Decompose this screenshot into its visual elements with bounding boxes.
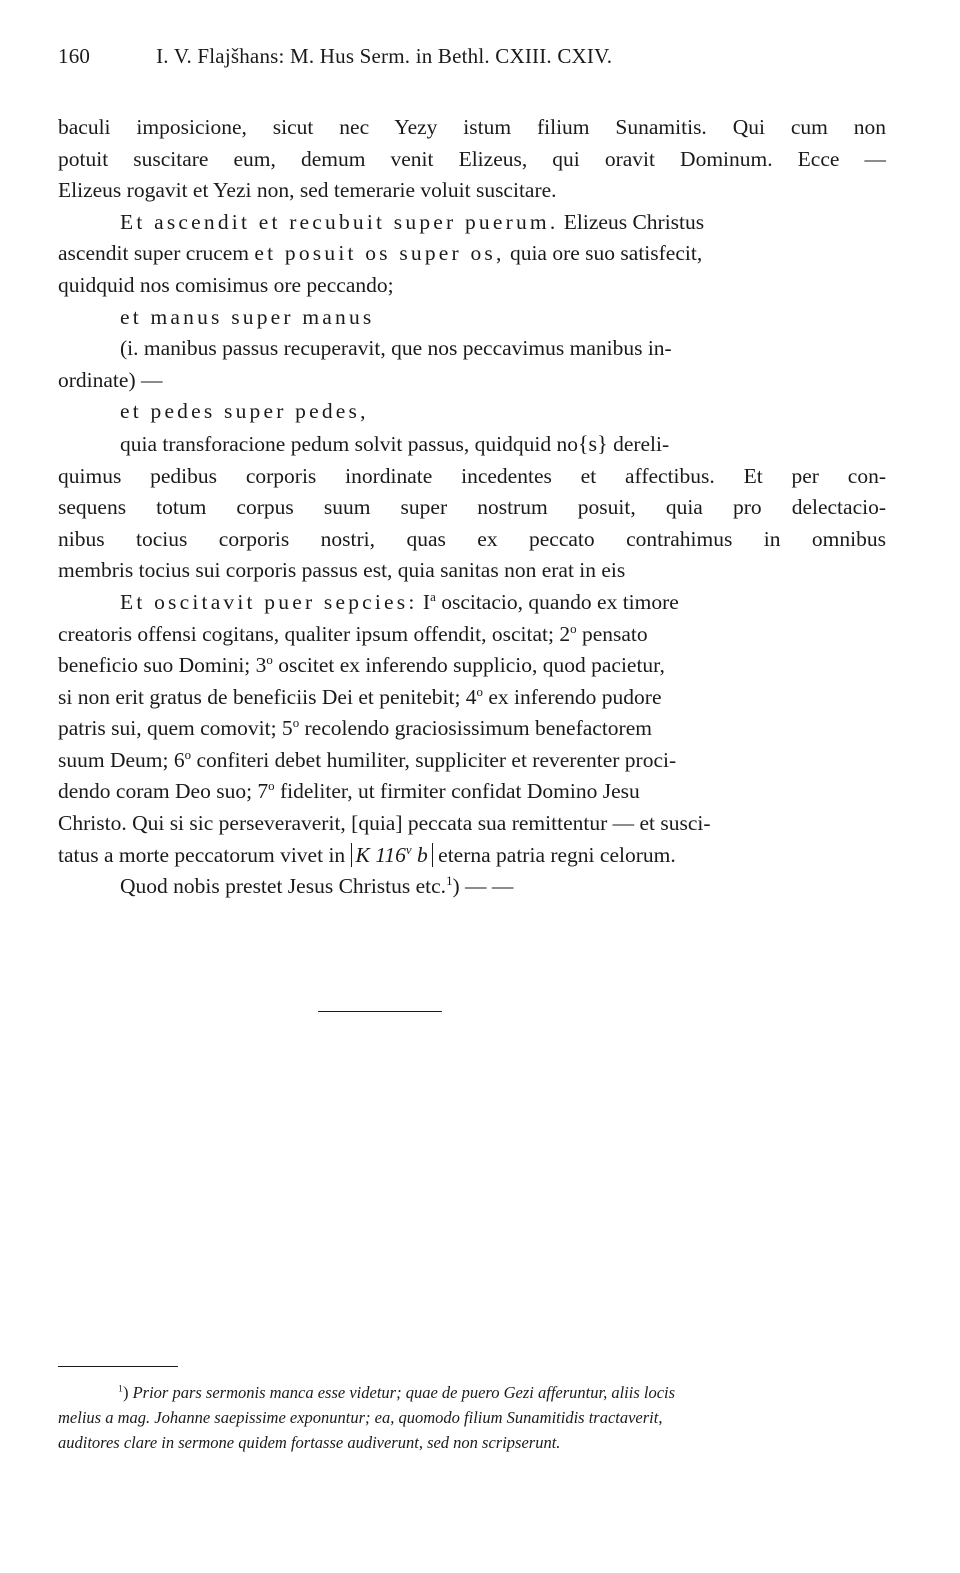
lemma-text: et posuit os super os, xyxy=(254,241,505,266)
text-line: quidquid nos comisimus ore peccando; xyxy=(58,272,394,297)
footnote-line: auditores clare in sermone quidem fortasse audiverunt, sed non scripserunt. xyxy=(58,1433,561,1452)
lemma-text: Et ascendit et recubuit super puerum. xyxy=(120,209,559,234)
running-header xyxy=(58,44,908,69)
text-line: Et oscitavit puer sepcies: $I^a$ oscitacio, quando ex timore xyxy=(120,589,679,614)
text-line: ordinate) — xyxy=(58,367,163,392)
text-line: tatus a morte peccatorum vivet in K 116$^v$ b eterna patria regni celorum. xyxy=(58,842,676,867)
lemma-text: et pedes super pedes, xyxy=(120,399,369,424)
text-line: quimus pedibus corporis inordinate incedentes et affectibus. Et per con- xyxy=(58,463,886,488)
text-line: membris tocius sui corporis passus est, quia sanitas non erat in eis xyxy=(58,558,626,583)
text-line: dendo coram Deo suo; 7$^o$ fideliter, ut firmiter confidat Domino Jesu xyxy=(58,779,640,804)
footnote-ref: 1 xyxy=(446,874,453,889)
page-number: 160 xyxy=(58,44,91,68)
footnote-line: $^1$) Prior pars sermonis manca esse videtur; quae de puero Gezi afferuntur, aliis locis xyxy=(118,1383,676,1402)
text-line: baculi imposicione, sicut nec Yezy istum filium Sunamitis. Qui cum non xyxy=(58,115,886,139)
footnote-line: melius a mag. Johanne saepissime exponuntur; ea, quomodo filium Sunamitidis tractaverit, xyxy=(58,1408,663,1427)
footnote-rule xyxy=(58,1366,178,1367)
text-line: quia transforacione pedum solvit passus, quidquid no{s} dereli- xyxy=(120,430,670,456)
editorial-brace: {s} xyxy=(578,430,608,456)
text-line: Quod nobis prestet Jesus Christus etc.$^1$) — — xyxy=(120,874,514,899)
running-title: I. V. Flajšhans: M. Hus Serm. in Bethl. CXIII. CXIV. xyxy=(156,44,613,68)
manuscript-folio-ref: K 116$^v$ b xyxy=(351,843,433,867)
text-line: patris sui, quem comovit; 5$^o$ recolendo graciosissimum benefactorem xyxy=(58,716,652,741)
lemma-text: et manus super manus xyxy=(120,304,375,329)
text-line: (i. manibus passus recuperavit, que nos peccavimus manibus in- xyxy=(120,336,672,361)
section-separator xyxy=(318,1011,442,1012)
main-text xyxy=(58,112,886,903)
text-line: Elizeus rogavit et Yezi non, sed temerarie voluit suscitare. xyxy=(58,178,557,203)
text-line: suum Deum; 6$^o$ confiteri debet humiliter, suppliciter et reverenter proci- xyxy=(58,747,677,772)
lemma-text: Et oscitavit puer sepcies: xyxy=(120,589,418,614)
text-line: beneficio suo Domini; 3$^o$ oscitet ex inferendo supplicio, quod pacietur, xyxy=(58,652,665,678)
footnote xyxy=(58,1380,894,1455)
text-line: ascendit super crucem et posuit os super os, quia ore suo satisfecit, xyxy=(58,241,703,266)
text-line: si non erit gratus de beneficiis Dei et penitebit; 4$^o$ ex inferendo pudore xyxy=(58,684,662,709)
text-line xyxy=(58,207,886,239)
commentary-text: Elizeus Christus xyxy=(558,209,705,234)
footnote-marker: 1 xyxy=(118,1383,123,1395)
text-line: sequens totum corpus suum super nostrum posuit, quia pro delectacio- xyxy=(58,495,886,520)
text-line: Christo. Qui si sic perseveraverit, [quia] peccata sua remittentur — et susci- xyxy=(58,811,711,836)
text-line: creatoris offensi cogitans, qualiter ipsum offendit, oscitat; 2$^o$ pensato xyxy=(58,621,648,646)
text-line: potuit suscitare eum, demum venit Elizeus, qui oravit Dominum. Ecce — xyxy=(58,146,886,171)
text-line: nibus tocius corporis nostri, quas ex peccato contrahimus in omnibus xyxy=(58,526,886,551)
